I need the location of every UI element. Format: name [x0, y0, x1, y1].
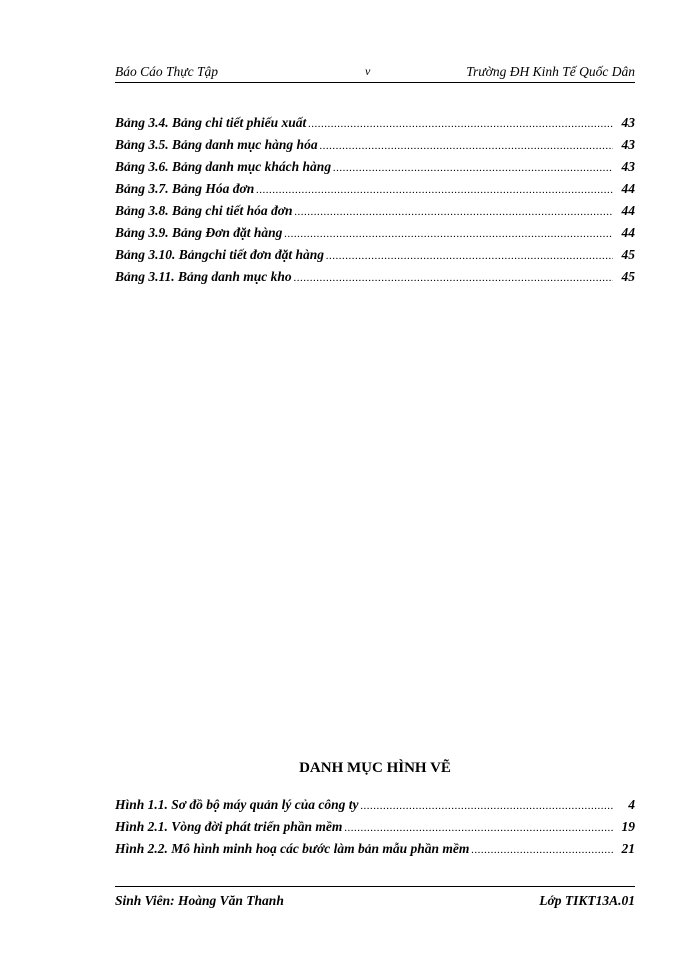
- toc-entry: [115, 156, 635, 178]
- toc-entry-label: Bảng 3.9. Bảng Đơn đặt hàng: [115, 225, 283, 240]
- figures-section-title: DANH MỤC HÌNH VẼ: [299, 760, 451, 776]
- toc-leader: [344, 817, 613, 839]
- toc-entry: [115, 794, 635, 816]
- toc-leader: [333, 157, 613, 179]
- toc-entry-label: Bảng 3.10. Bảngchi tiết đơn đặt hàng: [115, 247, 325, 262]
- toc-entry: [115, 266, 635, 288]
- toc-entry-page: 44: [621, 203, 635, 218]
- toc-entry-label: Hình 2.2. Mô hình minh hoạ các bước làm bản mẫu phần mềm: [115, 841, 470, 856]
- toc-entry-label: Bảng 3.4. Bảng chi tiết phiếu xuất: [115, 115, 307, 130]
- page-number: v: [365, 64, 371, 78]
- toc-entry-page: 43: [621, 137, 635, 152]
- toc-entry: [115, 178, 635, 200]
- figures-list: [115, 794, 635, 860]
- page-header: [115, 60, 635, 82]
- toc-entry-page: 45: [621, 269, 635, 284]
- header-rule: [115, 82, 635, 83]
- toc-entry-page: 45: [621, 247, 635, 262]
- toc-leader: [294, 267, 613, 289]
- toc-leader: [361, 795, 613, 817]
- header-university: Trường ĐH Kinh Tế Quốc Dân: [466, 64, 635, 79]
- header-report-title: Báo Cáo Thực Tập: [115, 64, 218, 79]
- toc-entry: [115, 838, 635, 860]
- toc-entry: [115, 222, 635, 244]
- toc-entry-label: Hình 1.1. Sơ đồ bộ máy quản lý của công ty: [115, 797, 359, 812]
- toc-entry-page: 44: [621, 225, 635, 240]
- toc-entry-label: Bảng 3.8. Bảng chi tiết hóa đơn: [115, 203, 293, 218]
- toc-leader: [320, 135, 613, 157]
- toc-leader: [326, 245, 613, 267]
- toc-entry-label: Bảng 3.5. Bảng danh mục hàng hóa: [115, 137, 318, 152]
- toc-leader: [295, 201, 613, 223]
- toc-entry-page: 19: [621, 819, 635, 834]
- toc-entry: [115, 200, 635, 222]
- toc-entry-label: Bảng 3.11. Bảng danh mục kho: [115, 269, 292, 284]
- toc-leader: [471, 839, 613, 861]
- toc-leader: [308, 113, 613, 135]
- toc-entry-page: 43: [621, 115, 635, 130]
- footer-class: Lớp TIKT13A.01: [539, 893, 635, 908]
- toc-entry: [115, 134, 635, 156]
- tables-list: [115, 112, 635, 288]
- toc-entry-label: Bảng 3.7. Bảng Hóa đơn: [115, 181, 255, 196]
- toc-leader: [284, 223, 613, 245]
- toc-entry-page: 21: [621, 841, 635, 856]
- toc-entry: [115, 816, 635, 838]
- toc-entry-page: 44: [621, 181, 635, 196]
- toc-entry-page: 43: [621, 159, 635, 174]
- footer-student: Sinh Viên: Hoàng Văn Thanh: [115, 893, 284, 908]
- toc-entry-label: Bảng 3.6. Bảng danh mục khách hàng: [115, 159, 332, 174]
- toc-entry: [115, 112, 635, 134]
- footer-rule: [115, 886, 635, 887]
- toc-leader: [256, 179, 613, 201]
- toc-entry-label: Hình 2.1. Vòng đời phát triển phần mềm: [115, 819, 343, 834]
- toc-entry: [115, 244, 635, 266]
- toc-entry-page: 4: [628, 797, 635, 812]
